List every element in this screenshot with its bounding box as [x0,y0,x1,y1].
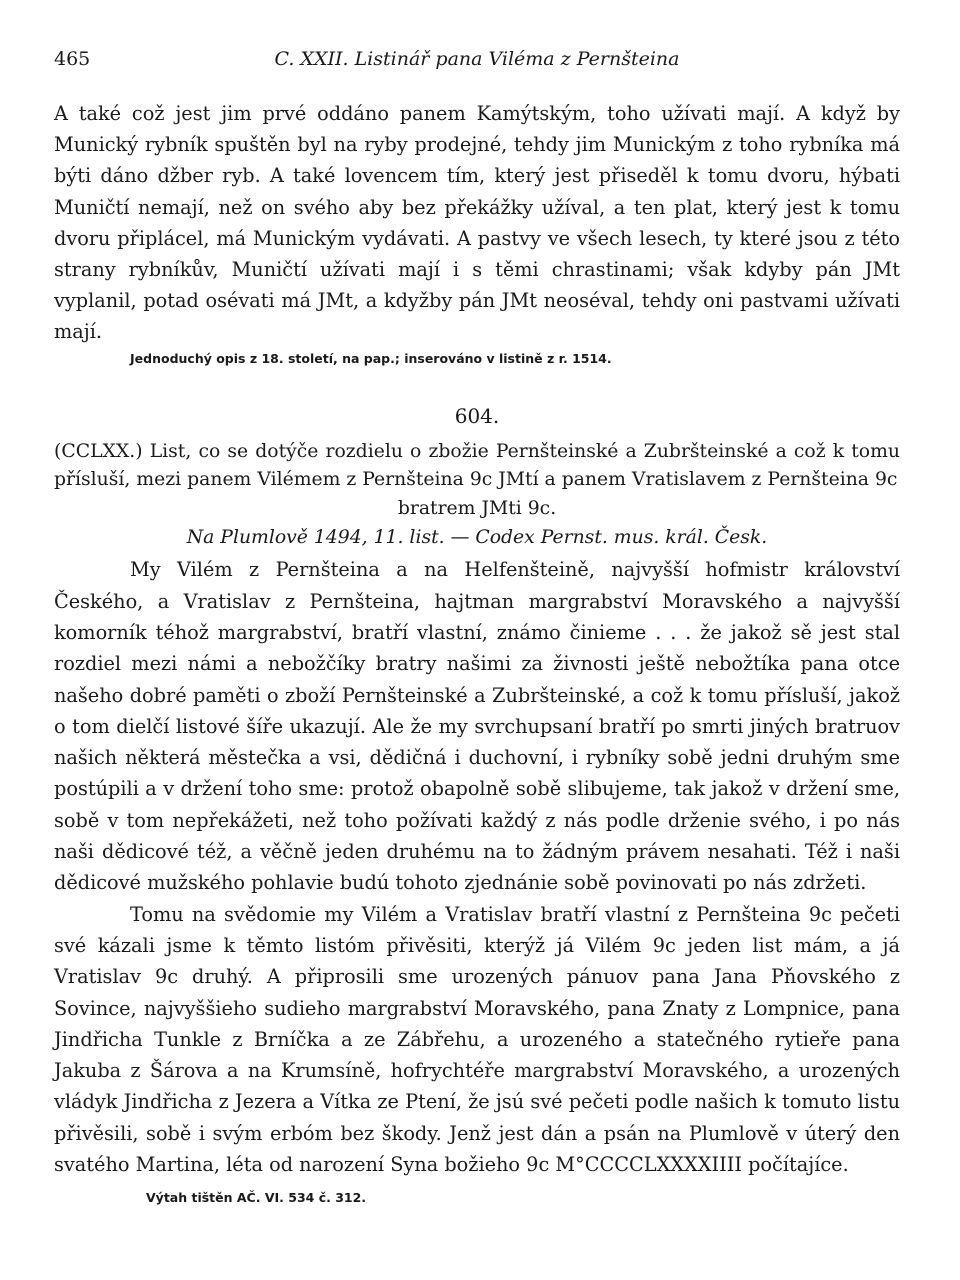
body-paragraph-2: Tomu na svědomie my Vilém a Vratislav bratří vlastní z Pernšteina 9c pečeti své kázali jsme k těmto listóm přivěsiti, kterýž já Vilém 9c jeden list mám, a já Vratislav 9c druhý. A připrosili sme urozených pánuov pana Jana Pňovského z Sovince, najvyššieho sudieho margrabství Moravského, pana Znaty z Lompnice, pana Jindřicha Tunkle z Brníčka a ze Zábřehu, a urozeného a statečného rytieře pana Jakuba z Šárova a na Krumsíně, hofrychtéře margrabství Moravského, a urozených vládyk Jindřicha z Jezera a Vítka ze Ptení, že jsú své pečeti podle našich k tomuto listu přivěsili, sobě i svým erbóm bez škody. Jenž jest dán a psán na Plumlově v úterý den svatého Martina, léta od narození Syna božieho 9c M°CCCCLXXXXIIII počítajíce. [54,902,900,1177]
intro-paragraph-block [54,98,900,348]
document-body [54,554,900,1180]
book-page [54,48,900,1205]
document-number: 604. [454,403,500,428]
page-number: 465 [54,48,91,70]
running-title: C. XXII. Listinář pana Viléma z Pernšteina [274,48,680,70]
document-regest [54,438,900,524]
intro-paragraph: A také což jest jim prvé oddáno panem Kamýtským, toho užívati mají. A když by Munický rybník spuštěn byl na ryby prodejné, tehdy jim Munickým z toho rybníka má býti dáno džber ryb. A také lovencem tím, který jest přiseděl k tomu dvoru, hýbati Muničtí nemají, než on svého aby bez překážky užíval, a ten plat, který jest k tomu dvoru připlácel, má Munickým vydávati. A pastvy ve všech lesech, ty které jsou z této strany rybníkův, Muničtí užívati mají i s těmi chrastinami; však kdyby pán JMt vyplanil, potad osévati má JMt, a kdyžby pán JMt neoséval, tehdy oni pastvami užívati mají. [54,102,900,344]
regest-text-end: bratrem JMti 9c. [397,497,557,519]
regest-text: (CCLXX.) List, co se dotýče rozdielu o zbožie Pernšteinské a Zubršteinské a což k tomu přísluší, mezi panem Vilémem z Pernšteina 9c JMtí a panem Vratislavem z Pernšteina 9c [54,440,900,491]
running-header [54,48,900,78]
source-note: Jednoduchý opis z 18. století, na pap.; inserováno v listině z r. 1514. [130,350,612,366]
body-paragraph-1: My Vilém z Pernšteina a na Helfenšteině, najvyšší hofmistr království Českého, a Vratislav z Pernšteina, hajtman margrabství Moravského a najvyšší komorník téhož margrabství, bratří vlastní, známo činieme . . . že jakož sě jest stal rozdiel mezi námi a nebožčíky bratry našimi za živnosti ještě nebožtíka pana otce našeho dobré paměti o zboží Pernšteinské a Zubršteinské, a což k tomu přísluší, jakož o tom dielčí listové šíře ukazují. Ale že my svrchupsaní bratří po smrti jiných bratruov našich některá městečka a vsi, dědičná i duchovní, i rybníky sobě jedni druhým sme postúpili a v držení toho sme: protož obapolně sobě slibujeme, tak jakož v držení sme, sobě v tom nepřekážeti, než toho požívati každý z nás podle drženie svého, i po nás naši dědicové též, a věčně jeden druhému na to žádným právem nesahati. Též i naši dědicové mužského pohlavie budú tohoto zjednánie sobě povinovati po nás zdržeti. [54,558,900,895]
print-note: Výtah tištěn AČ. VI. 534 č. 312. [146,1190,367,1206]
document-source: Na Plumlově 1494, 11. list. — Codex Pernst. mus. král. Česk. [186,527,768,549]
